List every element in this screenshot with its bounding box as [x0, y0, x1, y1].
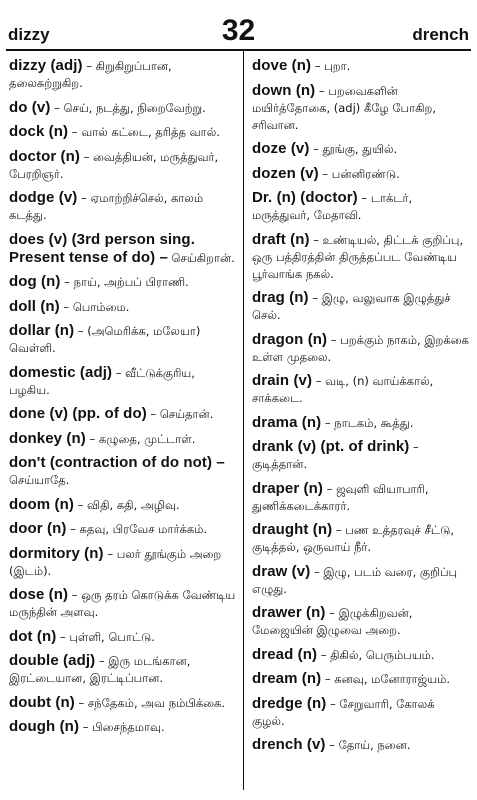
page-number: 32 — [221, 14, 256, 47]
entry-term: drench (v) — [252, 736, 326, 753]
dictionary-entry — [9, 545, 238, 580]
entry-term: draper (n) — [252, 479, 324, 497]
entry-definition: – புறா. — [311, 59, 351, 73]
dictionary-entry — [252, 670, 470, 688]
page-header — [8, 8, 469, 48]
header-first-word: dizzy — [8, 25, 50, 44]
dictionary-entry — [252, 165, 470, 183]
dictionary-entry — [252, 289, 470, 324]
entry-definition: – வீட்டுக்குரிய, பழகிய. — [9, 365, 195, 397]
entry-term: dozen (v) — [252, 164, 319, 182]
dictionary-entry — [252, 57, 470, 75]
entry-term: dollar (n) — [9, 322, 75, 339]
entry-definition: – ஏமாற்றிச்செல், காலம் கடத்து. — [9, 191, 204, 222]
entry-definition: – இழுக்கிறவன், மேஜையின் இழுவை அறை. — [252, 606, 413, 637]
dictionary-entry — [9, 298, 238, 316]
entry-definition: – இரு மடங்கான, இரட்டையான, இரட்டிப்பான. — [9, 654, 191, 685]
entry-definition: – பொம்மை. — [59, 299, 130, 314]
entry-definition: – ஒரு தரம் கொடுக்க வேண்டிய மருந்தின் அளவு. — [9, 588, 236, 619]
entry-term: donkey (n) — [9, 429, 86, 447]
entry-definition: – பலர் தூங்கும் அறை (இடம்). — [9, 546, 222, 578]
entry-definition: – செய்தான். — [146, 407, 214, 421]
entry-term: down (n) — [252, 81, 316, 99]
dictionary-entry — [9, 628, 238, 646]
entry-term: drama (n) — [252, 413, 322, 431]
entry-term: dormitory (n) — [9, 544, 104, 562]
entry-term: doze (v) — [252, 140, 310, 157]
entry-definition: – திகில், பெரும்பயம். — [317, 647, 435, 662]
entry-definition: – சந்தேகம், அவ நம்பிக்கை. — [74, 695, 226, 710]
entry-definition: – ஜவுளி வியாபாரி, துணிக்கடைக்காரர். — [252, 481, 429, 513]
entry-definition: – டாக்டர், மருத்துவர், மேதாவி. — [252, 191, 413, 222]
entry-definition: – புள்ளி, பொட்டு. — [56, 629, 155, 644]
entry-term: do (v) — [9, 98, 51, 116]
entry-definition: – சேறுவாரி, கோலக் குழல். — [252, 696, 435, 728]
entry-definition: – குடித்தான். — [252, 440, 419, 471]
entry-term: doubt (n) — [9, 693, 75, 711]
entry-term: doctor (n) — [9, 147, 80, 165]
entry-definition: – நாடகம், கூத்து. — [321, 415, 414, 430]
entry-term: dose (n) — [9, 586, 69, 603]
dictionary-entry — [252, 82, 470, 134]
entry-definition: – இழு, வலுவாக இழுத்துச் செல். — [252, 291, 451, 322]
entry-term: dock (n) — [9, 123, 69, 140]
entry-term: don't (contraction of do not) – — [9, 454, 225, 471]
dictionary-entry — [9, 430, 238, 448]
dictionary-entry — [9, 694, 238, 712]
dictionary-entry — [9, 454, 238, 489]
entry-term: dread (n) — [252, 645, 318, 663]
entry-definition: – தோய், நனை. — [325, 738, 411, 752]
entry-definition: – நாய், அற்பப் பிராணி. — [60, 275, 189, 289]
entry-definition: – பறவைகளின் மயிர்த்தோகை, (adj) கீழே போகிற, சரிவான. — [252, 83, 437, 132]
entry-definition: – பண உத்தரவுச் சீட்டு, குடித்தல், ஒருவாய் நீர். — [252, 523, 454, 554]
entry-term: dizzy (adj) — [9, 57, 83, 74]
dictionary-entry — [9, 231, 238, 267]
entry-term: draft (n) — [252, 230, 310, 248]
entry-definition: – பிசைந்தமாவு. — [79, 720, 165, 734]
entry-definition: – விதி, கதி, அழிவு. — [73, 497, 180, 512]
dictionary-entry — [9, 123, 238, 141]
entry-term: dot (n) — [9, 627, 57, 645]
dictionary-entry — [252, 331, 470, 366]
dictionary-entry — [252, 414, 470, 432]
entry-definition: – கிறுகிறுப்பான, தலைசுற்றுகிற. — [9, 59, 172, 90]
dictionary-entry — [252, 231, 470, 283]
entry-term: drawer (n) — [252, 604, 326, 621]
entry-term: done (v) (pp. of do) — [9, 405, 147, 422]
dictionary-entry — [9, 718, 238, 736]
entry-definition: – செய், நடத்து, நிறைவேற்று. — [50, 100, 206, 115]
dictionary-entry — [252, 480, 470, 515]
dictionary-entry — [9, 496, 238, 514]
entry-term: dream (n) — [252, 670, 322, 687]
column-divider — [243, 51, 244, 790]
entry-definition: – கனவு, மனோராஜ்யம். — [321, 672, 451, 686]
dictionary-entry — [9, 364, 238, 399]
entry-definition: – கழுதை, முட்டாள். — [85, 431, 196, 446]
dictionary-entry — [252, 189, 470, 224]
entry-term: domestic (adj) — [9, 363, 113, 381]
entry-term: draw (v) — [252, 562, 311, 580]
dictionary-entry — [9, 57, 238, 92]
dictionary-entry — [252, 372, 470, 407]
entry-definition: – வால் கட்டை, தரித்த வால். — [68, 125, 220, 139]
dictionary-entry — [252, 604, 470, 639]
entry-definition: – (அமெரிக்க, மலேயா) வெள்ளி. — [9, 324, 201, 355]
entry-term: doll (n) — [9, 297, 60, 315]
dictionary-entry — [9, 148, 238, 183]
entry-term: dough (n) — [9, 718, 80, 735]
entry-term: does (v) (3rd person sing. Present tense of do) – — [9, 230, 195, 266]
entry-definition: – பன்னிரண்டு. — [318, 166, 400, 181]
dictionary-entry — [9, 273, 238, 291]
entry-definition: செய்கிறான். — [167, 250, 235, 265]
entry-definition: – உண்டியல், திட்டக் குறிப்பு, ஒரு பத்திரத்தின் திருத்தப்பட வேண்டிய பூர்வாங்க நகல். — [252, 232, 464, 281]
header-rule — [6, 49, 471, 51]
dictionary-entry — [9, 322, 238, 357]
entry-definition: – கதவு, பிரவேச மார்க்கம். — [66, 522, 208, 536]
dictionary-entry — [252, 438, 470, 473]
dictionary-entry — [252, 736, 470, 754]
dictionary-entry — [9, 652, 238, 687]
entry-definition: – வடி, (n) வாய்க்கால், சாக்கடை. — [252, 374, 434, 405]
entry-term: dredge (n) — [252, 694, 327, 712]
header-last-word: drench — [412, 25, 469, 44]
entry-term: Dr. (n) (doctor) — [252, 189, 358, 206]
dictionary-entry — [252, 521, 470, 556]
dictionary-entry — [9, 189, 238, 224]
dictionary-entry — [9, 99, 238, 117]
entry-definition: – வைத்தியன், மருத்துவர், பேரறிஞர். — [9, 149, 219, 181]
right-column — [252, 57, 470, 761]
entry-definition: – பறக்கும் நாகம், இறக்கை உள்ள முதலை. — [252, 332, 469, 364]
dictionary-entry — [252, 646, 470, 664]
entry-definition: செய்யாதே. — [9, 473, 70, 487]
entry-term: dove (n) — [252, 57, 312, 74]
dictionary-entry — [9, 405, 238, 423]
entry-term: dog (n) — [9, 273, 61, 290]
entry-term: doom (n) — [9, 495, 74, 513]
entry-term: double (adj) — [9, 652, 96, 669]
entry-term: drain (v) — [252, 372, 313, 389]
entry-term: door (n) — [9, 520, 67, 537]
left-column — [9, 57, 238, 743]
dictionary-entry — [252, 563, 470, 598]
dictionary-entry — [9, 520, 238, 538]
entry-definition: – இழு, படம் வரை, குறிப்பு எழுது. — [252, 564, 458, 596]
dictionary-entry — [252, 140, 470, 158]
entry-term: dodge (v) — [9, 189, 78, 206]
entry-definition: – தூங்கு, துயில். — [309, 142, 398, 156]
entry-term: drank (v) (pt. of drink) — [252, 438, 410, 455]
entry-term: dragon (n) — [252, 330, 328, 348]
entry-term: draught (n) — [252, 521, 333, 538]
entry-term: drag (n) — [252, 289, 309, 306]
dictionary-entry — [252, 695, 470, 730]
dictionary-entry — [9, 586, 238, 621]
